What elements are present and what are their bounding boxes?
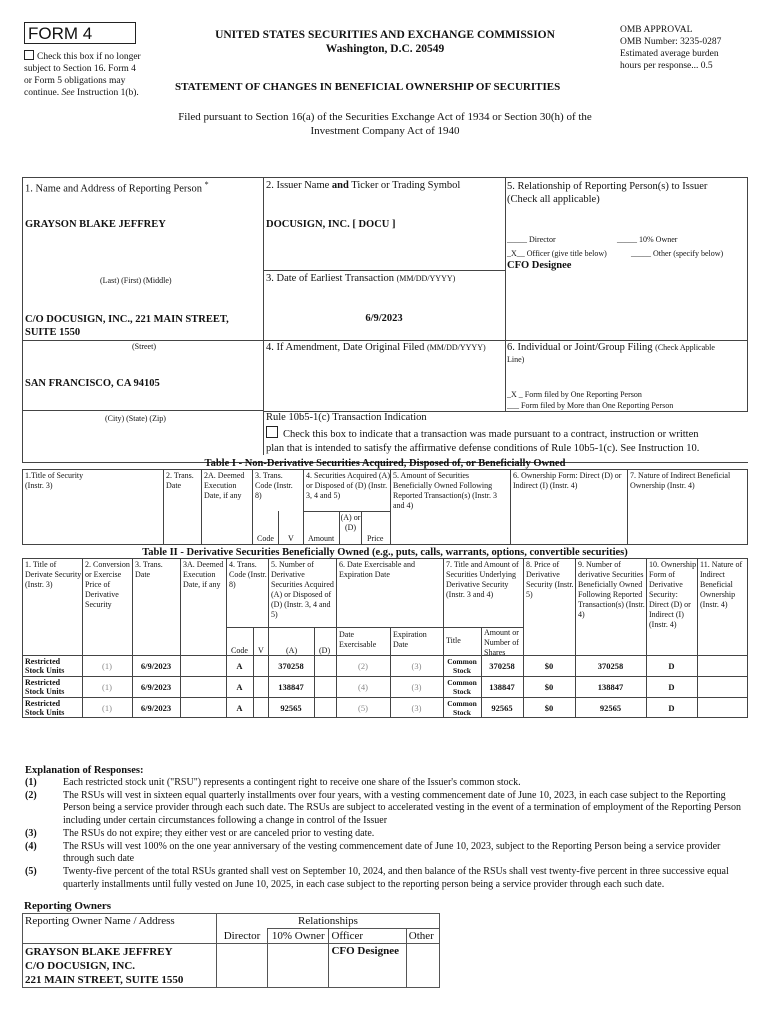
footnote-text: The RSUs will vest in sixteen equal quarterly installments over four years, with a vesting commencement date of June 10, 2023, in each case subject to the Reporting Person being a service provider through each such date. The RSUs are subject to accelerated vesting in the event of a termination of employment of the Reporting Person including under certain circumstances following a change in control of the Issuer [63, 789, 741, 827]
t2-row-underlying-amount: 92565 [491, 702, 513, 713]
rule-10b5-checkbox-text: Check this box to indicate that a transaction was made pursuant to a contract, instruction or written plan that is intended to satisfy the affirmative defense conditions of Rule 10b5-1(c). See Instruction 10. [266, 426, 746, 456]
name-format-label: (Last) (First) (Middle) [100, 276, 172, 285]
t1-sub-price: Price [367, 534, 384, 543]
t2-row-ownership-form: D [668, 681, 675, 692]
t1-sub-amount: Amount [308, 534, 335, 543]
t1-col-trans-date: 2. Trans. Date [166, 471, 194, 490]
street-label: (Street) [132, 342, 156, 351]
t2-sub-a: (A) [286, 646, 298, 655]
t2-row-trans-code: A [236, 681, 243, 692]
relationships-header: Relationships [216, 914, 439, 929]
t2-row-acquired-amount: 92565 [280, 702, 302, 713]
t2-row-conversion-price: (1) [102, 702, 112, 713]
officer-header: Officer [329, 929, 406, 944]
t2-row-underlying-title: Common Stock [447, 657, 477, 675]
owner-name-header: Reporting Owner Name / Address [23, 914, 217, 944]
t2-row-ownership-form: D [668, 702, 675, 713]
other-header: Other [406, 929, 439, 944]
t2-row-conversion-price: (1) [102, 681, 112, 692]
no-longer-subject-checkbox[interactable] [24, 50, 34, 60]
t2-row-date-exercisable: (4) [358, 681, 368, 692]
t2-row-underlying-amount: 370258 [489, 660, 515, 671]
director-header: Director [216, 929, 267, 944]
t1-col-deemed-date: 2A. Deemed Execution Date, if any [204, 471, 245, 500]
box4-label: 4. If Amendment, Date Original Filed (MM/DD/YYYY) [266, 342, 486, 353]
statement-title: STATEMENT OF CHANGES IN BENEFICIAL OWNERSHIP OF SECURITIES [175, 81, 561, 93]
t2-row-acquired-amount: 370258 [278, 660, 304, 671]
box1-label: 1. Name and Address of Reporting Person * [25, 180, 209, 195]
multiple-reporting-persons-option[interactable]: ___ Form filed by More than One Reporting Person [507, 401, 674, 410]
city-state-zip-label: (City) (State) (Zip) [105, 414, 166, 423]
footnote-text: The RSUs do not expire; they either vest or are canceled prior to vesting date. [63, 827, 375, 839]
t2-row-expiration-date: (3) [411, 681, 422, 692]
t2-col-price: 8. Price of Derivative Security (Instr. 5) [526, 560, 574, 599]
explanation-heading: Explanation of Responses: [25, 765, 144, 776]
footnote-text: Twenty-five percent of the total RSUs granted shall vest on September 10, 2024, and then balance of the RSUs shall vest twenty-five percent in three successive equal quarterly installments until fully vested on June 10, 2025, in each case subject to the reporting person being a service provider through each such date. [63, 865, 729, 890]
owner-other-cell [406, 944, 439, 988]
t1-sub-code: Code [257, 534, 274, 543]
t2-col-conversion: 2. Conversion or Exercise Price of Derivative Security [85, 560, 130, 609]
reporting-person-address: C/O DOCUSIGN, INC., 221 MAIN STREET, SUITE 1550 [25, 314, 229, 338]
agency-name: UNITED STATES SECURITIES AND EXCHANGE COMMISSION Washington, D.C. 20549 [215, 29, 555, 55]
table2-title: Table II - Derivative Securities Beneficially Owned (e.g., puts, calls, warrants, options, convertible securities) [142, 547, 628, 558]
t2-row-expiration-date: (3) [411, 702, 422, 713]
ten-percent-header: 10% Owner [268, 929, 329, 944]
t2-row-owned-after: 370258 [597, 660, 624, 671]
owner-director-cell [216, 944, 267, 988]
explanation-of-responses [25, 764, 745, 891]
t2-sub-expiration: Expiration Date [393, 630, 427, 649]
footnote-list [25, 777, 745, 891]
t2-row-underlying-title: Common Stock [447, 699, 477, 717]
t2-col-trans-code: 4. Trans. Code (Instr. 8) [229, 560, 267, 589]
box2-label: 2. Issuer Name and Ticker or Trading Symbol [266, 180, 461, 191]
t1-sub-v: V [288, 534, 294, 543]
t1-col-title: 1.Title of Security (Instr. 3) [25, 471, 84, 490]
footnote-item [25, 841, 745, 866]
t1-col-ownership-form: 6. Ownership Form: Direct (D) or Indirect (I) (Instr. 4) [513, 471, 622, 490]
t2-col-ownership-form: 10. Ownership Form of Derivative Security: Direct (D) or Indirect (I) (Instr. 4) [649, 560, 697, 629]
t2-row-trans-code: A [236, 702, 243, 713]
officer-option[interactable]: _X__ Officer (give title below) [507, 249, 607, 258]
owner-officer-cell: CFO Designee [329, 944, 406, 988]
earliest-transaction-date: 6/9/2023 [365, 313, 403, 324]
other-option[interactable]: _____ Other (specify below) [631, 249, 724, 258]
t1-col-amount-owned: 5. Amount of Securities Beneficially Owned Following Reported Transaction(s) (Instr. 3 and 4) [393, 471, 497, 510]
footnote-number: (3) [25, 827, 37, 839]
filed-pursuant: Filed pursuant to Section 16(a) of the Securities Exchange Act of 1934 or Section 30(h) of the Investment Company Act of 1940 [178, 111, 592, 137]
footnote-number: (1) [25, 777, 37, 788]
footnote-number: (4) [25, 840, 37, 852]
footnote-item [25, 866, 745, 891]
t2-col-indirect-nature: 11. Nature of Indirect Beneficial Ownership (Instr. 4) [700, 560, 743, 609]
t2-row-underlying-amount: 138847 [489, 681, 515, 692]
t2-row-ownership-form: D [668, 660, 675, 671]
footnote-number: (5) [25, 865, 37, 877]
t2-row-trans-date: 6/9/2023 [140, 702, 172, 713]
t2-row-security-title: Restricted Stock Units [25, 657, 65, 675]
footnote-item [25, 777, 745, 790]
omb-approval: OMB APPROVAL OMB Number: 3235-0287 Estimated average burden hours per response... 0.5 [620, 25, 722, 71]
owner-ten-percent-cell [268, 944, 329, 988]
t2-row-conversion-price: (1) [102, 660, 112, 671]
t2-col-underlying: 7. Title and Amount of Securities Underlying Derivative Security (Instr. 3 and 4) [446, 560, 519, 599]
director-option[interactable]: _____ Director [507, 235, 556, 244]
box6-label: 6. Individual or Joint/Group Filing (Check Applicable Line) [507, 342, 715, 364]
t2-row-underlying-title: Common Stock [447, 678, 477, 696]
t2-col-exercisable: 6. Date Exercisable and Expiration Date [339, 560, 415, 579]
t2-sub-code: Code [231, 646, 248, 655]
t2-row-trans-date: 6/9/2023 [140, 660, 172, 671]
t2-col-deemed-date: 3A. Deemed Execution Date, if any [183, 560, 224, 589]
t1-col-trans-code: 3. Trans. Code (Instr. 8) [255, 471, 293, 500]
t2-row-date-exercisable: (5) [358, 702, 368, 713]
footnote-number: (2) [25, 789, 37, 801]
table1-title: Table I - Non-Derivative Securities Acquired, Disposed of, or Beneficially Owned [204, 458, 566, 469]
ten-percent-owner-option[interactable]: _____ 10% Owner [617, 235, 678, 244]
t2-sub-v: V [258, 646, 264, 655]
t2-row-price: $0 [544, 702, 554, 713]
officer-title: CFO Designee [507, 260, 572, 271]
box3-label: 3. Date of Earliest Transaction (MM/DD/YYYY) [266, 273, 456, 284]
reporting-person-name: GRAYSON BLAKE JEFFREY [25, 219, 166, 230]
box5-label: 5. Relationship of Reporting Person(s) to Issuer (Check all applicable) [507, 181, 708, 205]
issuer-name: DOCUSIGN, INC. [ DOCU ] [266, 219, 396, 230]
t2-row-trans-code: A [236, 660, 243, 671]
t2-row-price: $0 [544, 681, 554, 692]
reporting-person-city: SAN FRANCISCO, CA 94105 [25, 378, 160, 389]
reporting-owners-heading: Reporting Owners [24, 900, 112, 912]
t2-sub-exercisable: Date Exercisable [339, 630, 377, 649]
t2-col-number-derivative: 5. Number of Derivative Securities Acquired (A) or Disposed of (D) (Instr. 3, 4 and 5) [271, 560, 334, 619]
t2-row-security-title: Restricted Stock Units [25, 678, 65, 696]
t2-row-expiration-date: (3) [411, 660, 422, 671]
reporting-owners-table [22, 913, 440, 988]
footnote-text: The RSUs will vest 100% on the one year anniversary of the vesting commencement date of June 10, 2023, subject to the Reporting Person being a service provider through such date [63, 840, 721, 865]
t1-col-acquired-disposed: 4. Securities Acquired (A) or Disposed of (D) (Instr. 3, 4 and 5) [306, 471, 390, 500]
t2-row-date-exercisable: (2) [358, 660, 368, 671]
t2-row-security-title: Restricted Stock Units [25, 699, 65, 717]
t2-row-owned-after: 92565 [599, 702, 622, 713]
t2-row-trans-date: 6/9/2023 [140, 681, 172, 692]
t2-row-owned-after: 138847 [597, 681, 624, 692]
t2-sub-d: (D) [319, 646, 331, 655]
footnote-text: Each restricted stock unit ("RSU") represents a contingent right to receive one share of the Issuer's common stock. [63, 777, 521, 788]
t1-col-indirect-nature: 7. Nature of Indirect Beneficial Ownership (Instr. 4) [630, 471, 731, 490]
t2-sub-title: Title [446, 636, 461, 645]
t2-row-acquired-amount: 138847 [278, 681, 304, 692]
rule-10b5-label: Rule 10b5-1(c) Transaction Indication [266, 412, 427, 423]
t2-col-number-owned: 9. Number of derivative Securities Beneficially Owned Following Reported Transaction(s) (Instr. 4) [578, 560, 645, 619]
form-title: FORM 4 [24, 22, 136, 44]
t2-col-trans-date: 3. Trans. Date [135, 560, 163, 579]
rule-10b5-checkbox[interactable] [266, 426, 278, 438]
footnote-item [25, 790, 745, 828]
one-reporting-person-option[interactable]: _X _ Form filed by One Reporting Person [507, 390, 642, 399]
footnote-item [25, 828, 745, 841]
t2-col-title: 1. Title of Derivate Security (Instr. 3) [25, 560, 82, 589]
t2-sub-amount: Amount or Number of Shares [484, 628, 519, 657]
t2-row-price: $0 [544, 660, 554, 671]
no-longer-subject-note: Check this box if no longer subject to Section 16. Form 4 or Form 5 obligations may continue. See Instruction 1(b). [24, 52, 141, 98]
t1-sub-a-or-d: (A) or (D) [340, 513, 361, 532]
owner-name-address: GRAYSON BLAKE JEFFREY C/O DOCUSIGN, INC. 221 MAIN STREET, SUITE 1550 [23, 944, 217, 988]
